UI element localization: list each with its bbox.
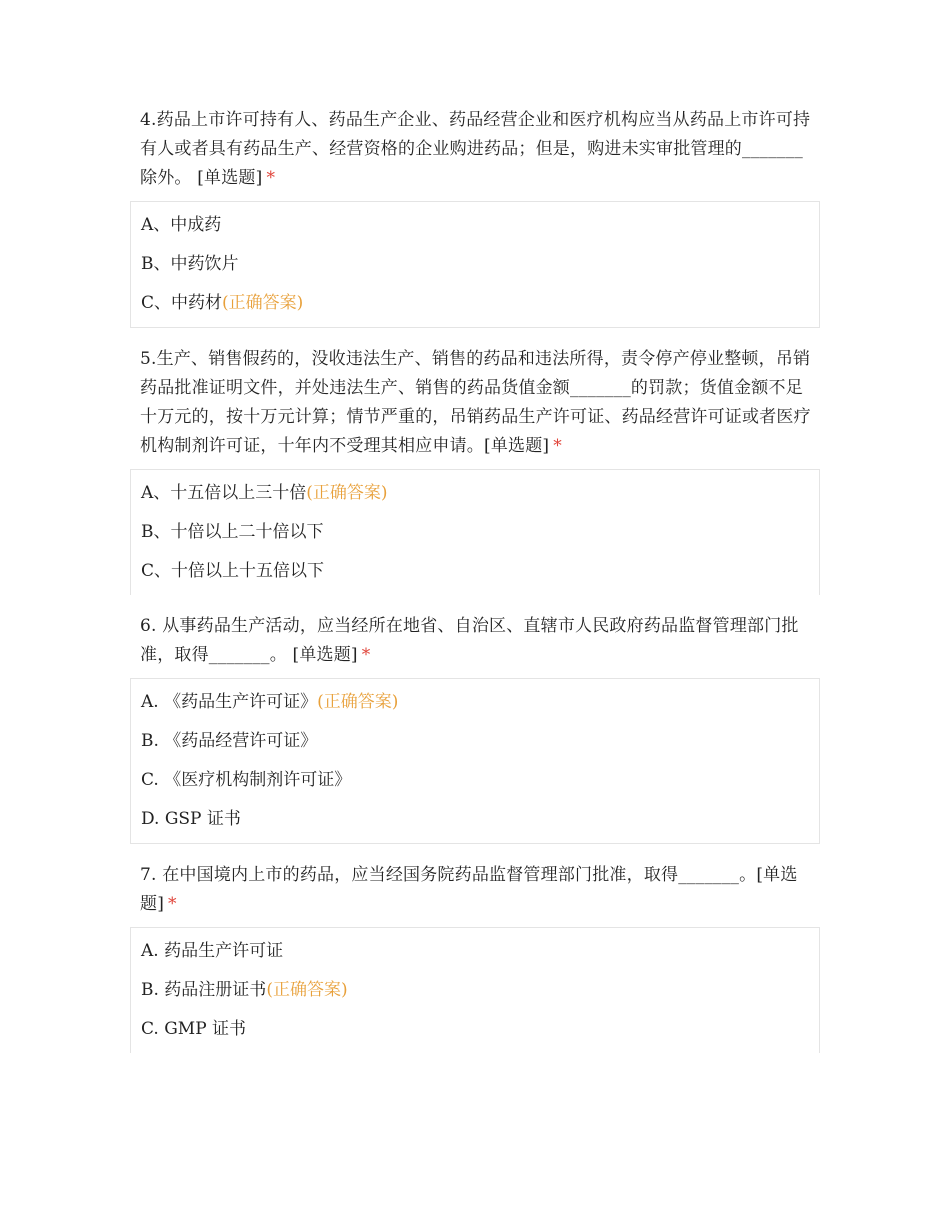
option-c[interactable]: C. 《医疗机构制剂许可证》 <box>141 770 352 790</box>
quiz-page <box>140 106 820 1070</box>
options-box <box>130 201 820 328</box>
option-a[interactable]: A、中成药 <box>141 215 222 235</box>
option-b[interactable]: B、十倍以上二十倍以下 <box>141 522 324 542</box>
option-c[interactable]: C. GMP 证书 <box>141 1019 247 1039</box>
question-4 <box>140 106 820 328</box>
option-c[interactable]: C、中药材(正确答案) <box>141 293 304 313</box>
option-a[interactable]: A、十五倍以上三十倍(正确答案) <box>141 483 388 503</box>
question-7 <box>140 861 820 1053</box>
required-asterisk: * <box>361 645 371 665</box>
option-a[interactable]: A. 《药品生产许可证》(正确答案) <box>141 692 399 712</box>
option-c[interactable]: C、十倍以上十五倍以下 <box>141 561 325 581</box>
option-b[interactable]: B. 药品注册证书(正确答案) <box>141 980 348 1000</box>
options-box <box>130 927 820 1053</box>
question-text: 7. 在中国境内上市的药品，应当经国务院药品监督管理部门批准，取得_______。[单选题] * <box>140 865 798 914</box>
correct-answer-tag: (正确答案) <box>266 980 348 1000</box>
correct-answer-tag: (正确答案) <box>306 483 388 503</box>
options-box <box>130 469 820 595</box>
required-asterisk: * <box>266 168 276 188</box>
question-6 <box>140 612 820 844</box>
option-d[interactable]: D. GSP 证书 <box>141 809 241 829</box>
correct-answer-tag: (正确答案) <box>317 692 399 712</box>
correct-answer-tag: (正确答案) <box>222 293 304 313</box>
option-b[interactable]: B、中药饮片 <box>141 254 239 274</box>
question-5 <box>140 345 820 595</box>
required-asterisk: * <box>168 894 177 914</box>
options-box <box>130 678 820 844</box>
option-b[interactable]: B. 《药品经营许可证》 <box>141 731 318 751</box>
question-text: 4.药品上市许可持有人、药品生产企业、药品经营企业和医疗机构应当从药品上市许可持有人或者具有药品生产、经营资格的企业购进药品；但是，购进未实审批管理的_______除外。 [单选题] * <box>140 110 811 188</box>
question-text: 5.生产、销售假药的，没收违法生产、销售的药品和违法所得，责令停产停业整顿，吊销药品批准证明文件，并处违法生产、销售的药品货值金额_______的罚款；货值金额不足十万元的，按十万元计算；情节严重的，吊销药品生产许可证、药品经营许可证或者医疗机构制剂许可证，十年内不受理其相应申请。[单选题] * <box>140 349 811 456</box>
option-a[interactable]: A. 药品生产许可证 <box>141 941 284 961</box>
question-text: 6. 从事药品生产活动，应当经所在地省、自治区、直辖市人民政府药品监督管理部门批准，取得_______。 [单选题] * <box>140 616 799 665</box>
required-asterisk: * <box>553 436 562 456</box>
